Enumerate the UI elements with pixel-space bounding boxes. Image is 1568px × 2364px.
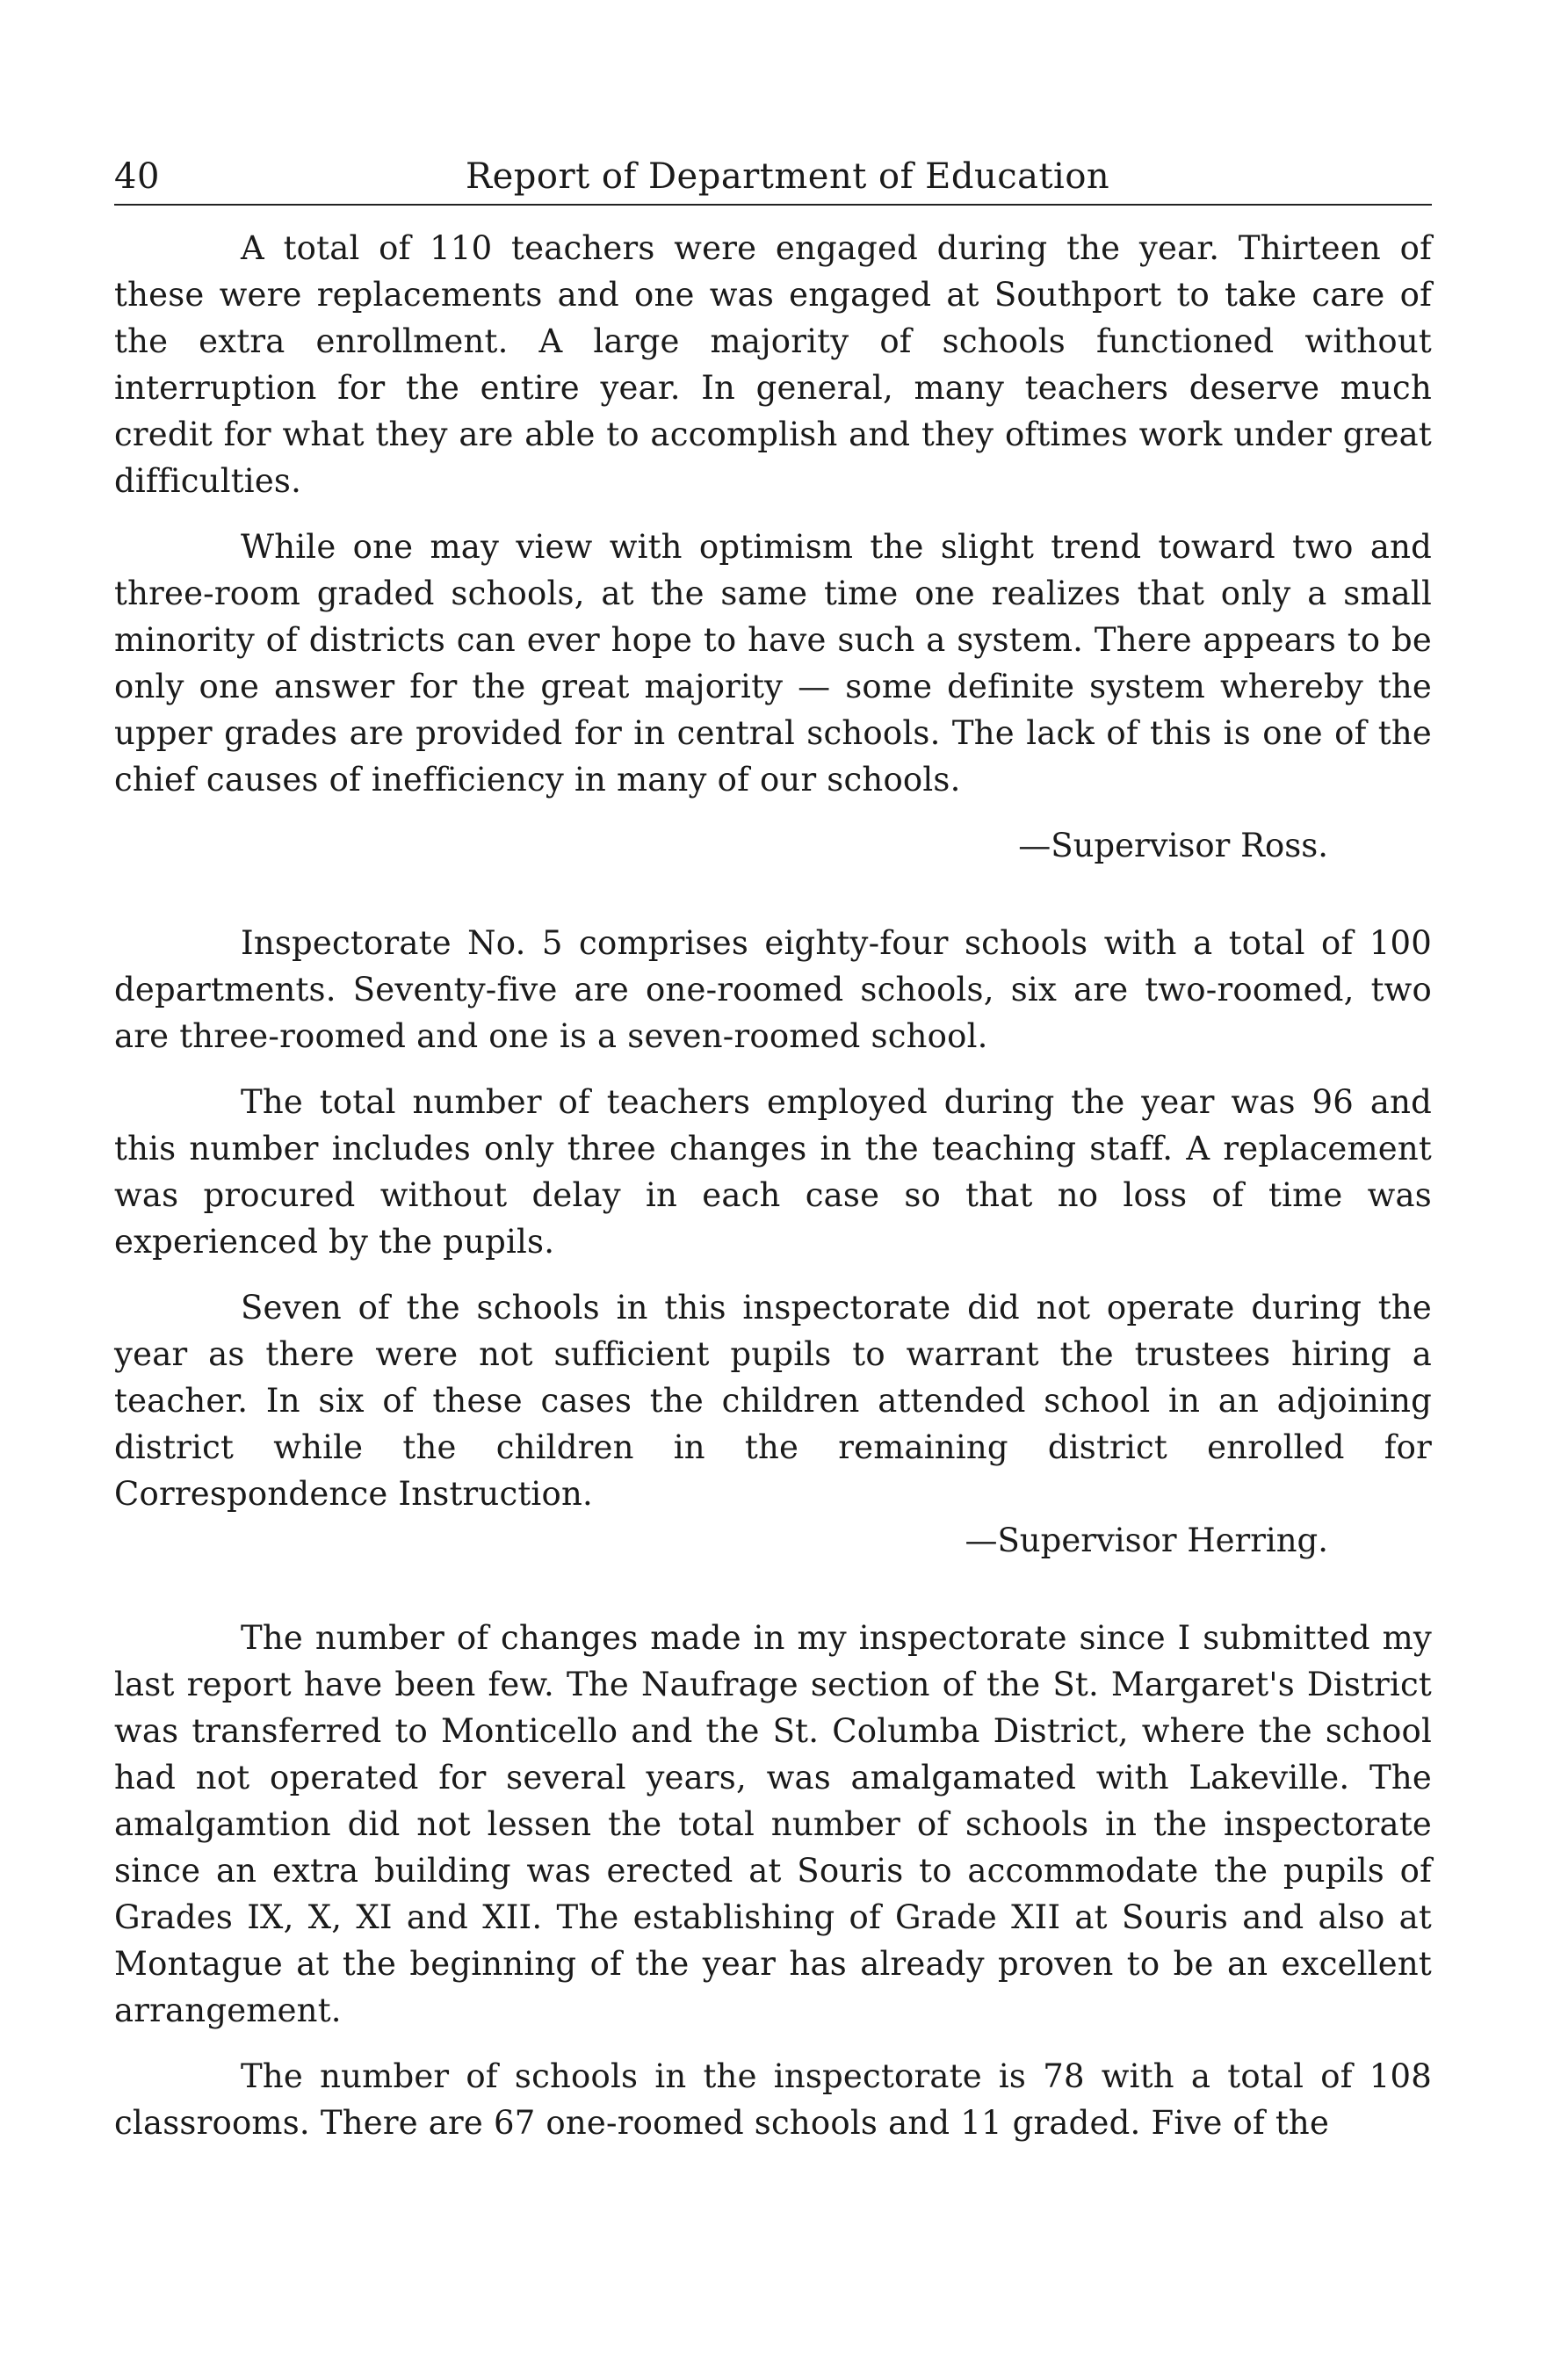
body-text bbox=[114, 225, 1432, 2146]
signature-ross: —Supervisor Ross. bbox=[1018, 827, 1328, 864]
paragraph-graded-schools: While one may view with optimism the slight trend toward two and three-room graded schools, at the same time one realizes that only a small minority of districts can ever hope to have such a system. There appears to be only one answer for the great majority — some definite system whereby the upper grades are provided for in central schools. The lack of this is one of the chief causes of inefficiency in many of our schools. bbox=[114, 528, 1432, 799]
paragraph-schools-not-operating: Seven of the schools in this inspectorate did not operate during the year as there were not sufficient pupils to warrant the trustees hiring a teacher. In six of these cases the children attended school in an adjoining district while the children in the remaining district enrolled for Correspondence Instruction. bbox=[114, 1289, 1432, 1513]
paragraph-inspectorate-5: Inspectorate No. 5 comprises eighty-four schools with a total of 100 departments. Seventy-five are one-roomed schools, six are two-roomed, two are three-roomed and one is a seven-roomed school. bbox=[114, 924, 1432, 1055]
running-head: Report of Department of Education bbox=[466, 156, 1110, 197]
paragraph-changes-inspectorate: The number of changes made in my inspectorate since I submitted my last report have been few. The Naufrage section of the St. Margaret's District was transferred to Monticello and the St. Columba District, where the school had not operated for several years, was amalgamated with Lakeville. The amalgamtion did not lessen the total number of schools in the inspectorate since an extra building was erected at Souris to accommodate the pupils of Grades IX, X, XI and XII. The establishing of Grade XII at Souris and also at Montague at the beginning of the year has already proven to be an excellent arrangement. bbox=[114, 1619, 1432, 2029]
paragraph-teachers-employed: The total number of teachers employed during the year was 96 and this number includes only three changes in the teaching staff. A replacement was procured without delay in each case so that no loss of time was experienced by the pupils. bbox=[114, 1083, 1432, 1261]
page-header bbox=[114, 149, 1432, 206]
signature-herring: —Supervisor Herring. bbox=[965, 1522, 1328, 1559]
document-page bbox=[114, 149, 1432, 2146]
paragraph-teachers-engaged: A total of 110 teachers were engaged during the year. Thirteen of these were replacements and one was engaged at Southport to take care of the extra enrollment. A large majority of schools functioned without interruption for the entire year. In general, many teachers deserve much credit for what they are able to accomplish and they oftimes work under great difficulties. bbox=[114, 229, 1432, 500]
page-number: 40 bbox=[114, 156, 160, 197]
paragraph-schools-count: The number of schools in the inspectorate is 78 with a total of 108 classrooms. There are 67 one-roomed schools and 11 graded. Five of the bbox=[114, 2057, 1432, 2142]
